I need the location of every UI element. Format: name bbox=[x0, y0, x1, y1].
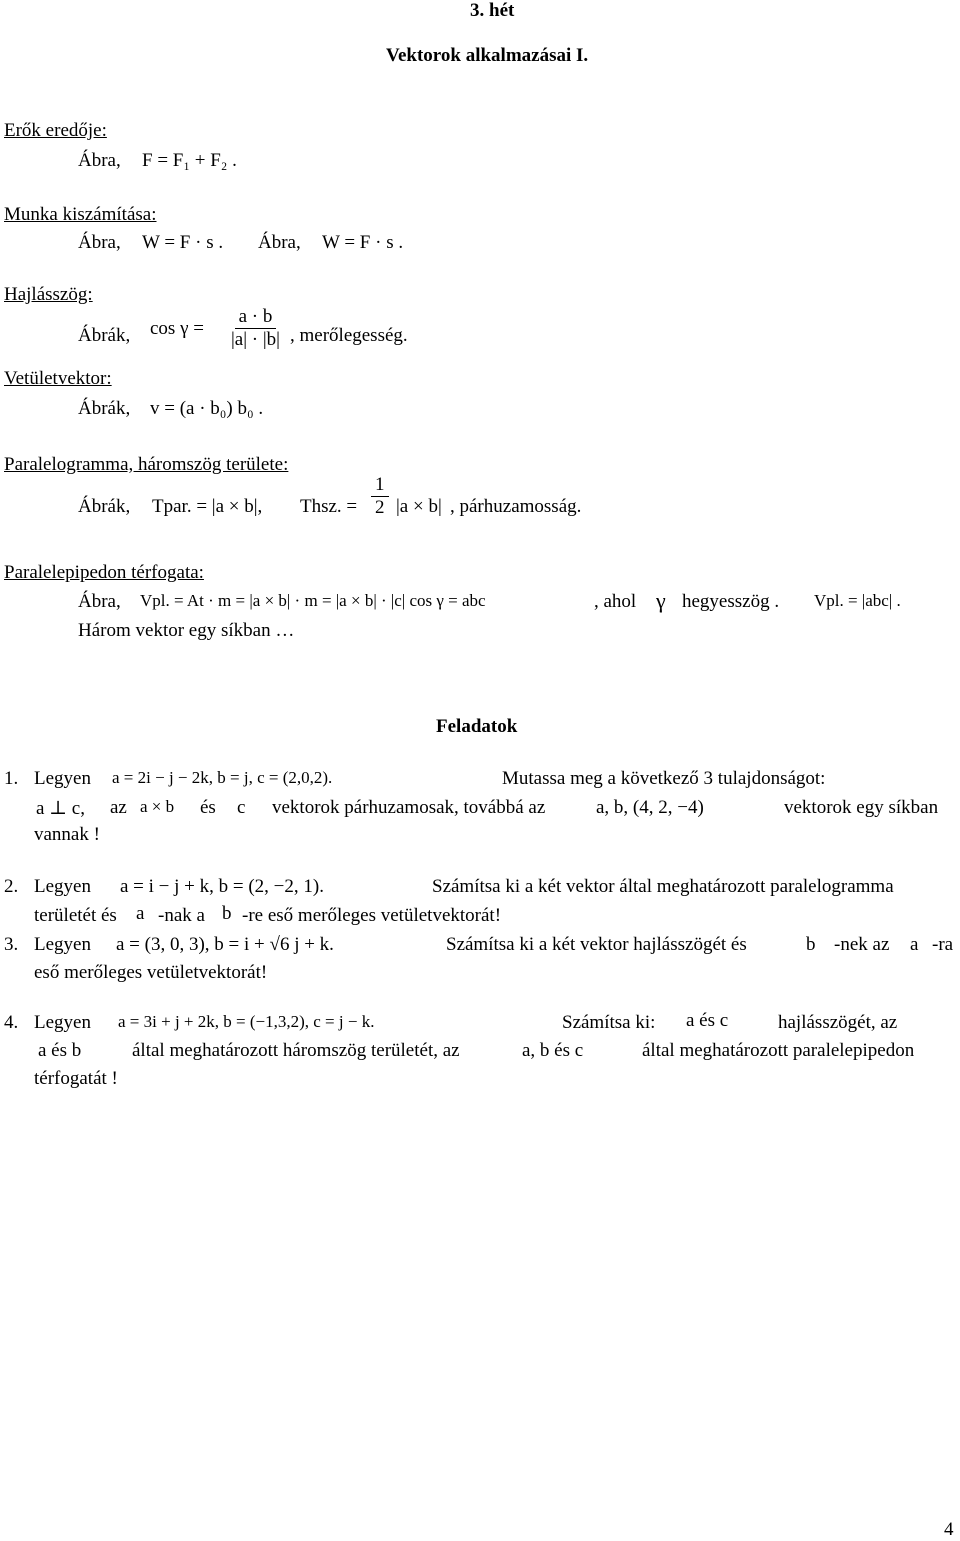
projection-formula: v = (a · b₀) b₀ . bbox=[150, 398, 264, 419]
task1-az: az bbox=[110, 797, 127, 818]
task1-es: és bbox=[200, 797, 216, 818]
angle-cos: cos γ = bbox=[150, 318, 204, 339]
task3-end: eső merőleges vetületvektorát! bbox=[34, 962, 268, 983]
task1-parallel: vektorok párhuzamosak, továbbá az bbox=[272, 797, 546, 818]
volume-formula-2: Vpl. = |abc| . bbox=[814, 591, 901, 610]
forces-formula: F = F₁ + F₂ . bbox=[142, 150, 237, 171]
task3-nek: -nek az bbox=[834, 934, 890, 955]
page-number: 4 bbox=[944, 1519, 954, 1540]
task3-text: Számítsa ki a két vektor hajlásszögét és bbox=[446, 934, 747, 955]
angle-tail: , merőlegesség. bbox=[290, 325, 408, 346]
task2-lead: Legyen bbox=[34, 876, 91, 897]
task3-b: b bbox=[806, 934, 816, 955]
work-formula-2: W = F · s . bbox=[322, 232, 404, 253]
angle-denominator: |a| · |b| bbox=[231, 329, 280, 350]
task1-lead: Legyen bbox=[34, 768, 91, 789]
tasks-heading: Feladatok bbox=[436, 716, 518, 737]
task4-text2: hajlásszögét, az bbox=[778, 1012, 898, 1033]
area-thsz: Thsz. = bbox=[300, 496, 358, 517]
task1-cross: a × b bbox=[140, 797, 175, 816]
heading-projection: Vetületvektor: bbox=[4, 368, 112, 389]
angle-fraction bbox=[224, 306, 287, 351]
coplanar-note: Három vektor egy síkban … bbox=[78, 620, 295, 641]
area-tail: , párhuzamosság. bbox=[450, 496, 582, 517]
task2-area: területét és bbox=[34, 905, 117, 926]
task4-end: térfogatát ! bbox=[34, 1068, 118, 1089]
task2-nak: -nak a bbox=[158, 905, 205, 926]
work-formula-1: W = F · s . bbox=[142, 232, 224, 253]
task3-a: a bbox=[910, 934, 919, 955]
task3-number: 3. bbox=[4, 934, 19, 955]
angle-lead: Ábrák, bbox=[78, 325, 131, 346]
volume-mid: , ahol bbox=[594, 591, 637, 612]
task4-ab: a és b bbox=[38, 1040, 82, 1061]
task3-lead: Legyen bbox=[34, 934, 91, 955]
task1-end: vannak ! bbox=[34, 824, 100, 845]
volume-lead: Ábra, bbox=[78, 591, 121, 612]
angle-numerator: a · b bbox=[235, 306, 277, 329]
work-lead-2: Ábra, bbox=[258, 232, 301, 253]
page-title: Vektorok alkalmazásai I. bbox=[386, 45, 589, 66]
task3-def: a = (3, 0, 3), b = i + √6 j + k. bbox=[116, 934, 334, 955]
task4-abc: a, b és c bbox=[522, 1040, 584, 1061]
gamma-symbol: γ bbox=[656, 588, 666, 613]
task2-text: Számítsa ki a két vektor által meghatározott paralelogramma bbox=[432, 876, 894, 897]
heading-work: Munka kiszámítása: bbox=[4, 204, 157, 225]
half-numerator: 1 bbox=[371, 474, 389, 497]
task4-parallelepiped: által meghatározott paralelepipedon bbox=[642, 1040, 915, 1061]
task2-number: 2. bbox=[4, 876, 19, 897]
volume-formula: Vpl. = At · m = |a × b| · m = |a × b| · |c| cos γ = abc bbox=[140, 591, 486, 610]
area-half bbox=[368, 474, 392, 519]
volume-mid2: hegyesszög . bbox=[682, 591, 780, 612]
task2-def: a = i − j + k, b = (2, −2, 1). bbox=[120, 876, 324, 897]
area-lead: Ábrák, bbox=[78, 496, 131, 517]
task4-number: 4. bbox=[4, 1012, 19, 1033]
task4-text: Számítsa ki: bbox=[562, 1012, 656, 1033]
week-label: 3. hét bbox=[470, 0, 515, 21]
task4-def: a = 3i + j + 2k, b = (−1,3,2), c = j − k. bbox=[118, 1012, 375, 1031]
area-tpar: Tpar. = |a × b|, bbox=[152, 496, 263, 517]
task2-proj: -re eső merőleges vetületvektorát! bbox=[242, 905, 502, 926]
task1-number: 1. bbox=[4, 768, 19, 789]
task4-lead: Legyen bbox=[34, 1012, 91, 1033]
task1-vectors: a, b, (4, 2, −4) bbox=[596, 797, 704, 818]
area-cross: |a × b| bbox=[396, 496, 442, 517]
heading-forces: Erők eredője: bbox=[4, 120, 107, 141]
task4-ac: a és c bbox=[686, 1010, 729, 1031]
forces-lead: Ábra, bbox=[78, 150, 121, 171]
task1-c: c bbox=[237, 797, 246, 818]
task1-perp: a ⊥ c, bbox=[36, 798, 85, 819]
task2-b: b bbox=[222, 903, 232, 924]
task1-plane: vektorok egy síkban bbox=[784, 797, 939, 818]
task2-a: a bbox=[136, 903, 145, 924]
half-denominator: 2 bbox=[375, 497, 385, 518]
projection-lead: Ábrák, bbox=[78, 398, 131, 419]
work-lead: Ábra, bbox=[78, 232, 121, 253]
heading-area: Paralelogramma, háromszög területe: bbox=[4, 454, 289, 475]
heading-volume: Paralelepipedon térfogata: bbox=[4, 562, 204, 583]
task3-ra: -ra bbox=[932, 934, 954, 955]
task1-text: Mutassa meg a következő 3 tulajdonságot: bbox=[502, 768, 826, 789]
task4-triangle: által meghatározott háromszög területét, az bbox=[132, 1040, 460, 1061]
heading-angle: Hajlásszög: bbox=[4, 284, 93, 305]
task1-def: a = 2i − j − 2k, b = j, c = (2,0,2). bbox=[112, 768, 333, 787]
